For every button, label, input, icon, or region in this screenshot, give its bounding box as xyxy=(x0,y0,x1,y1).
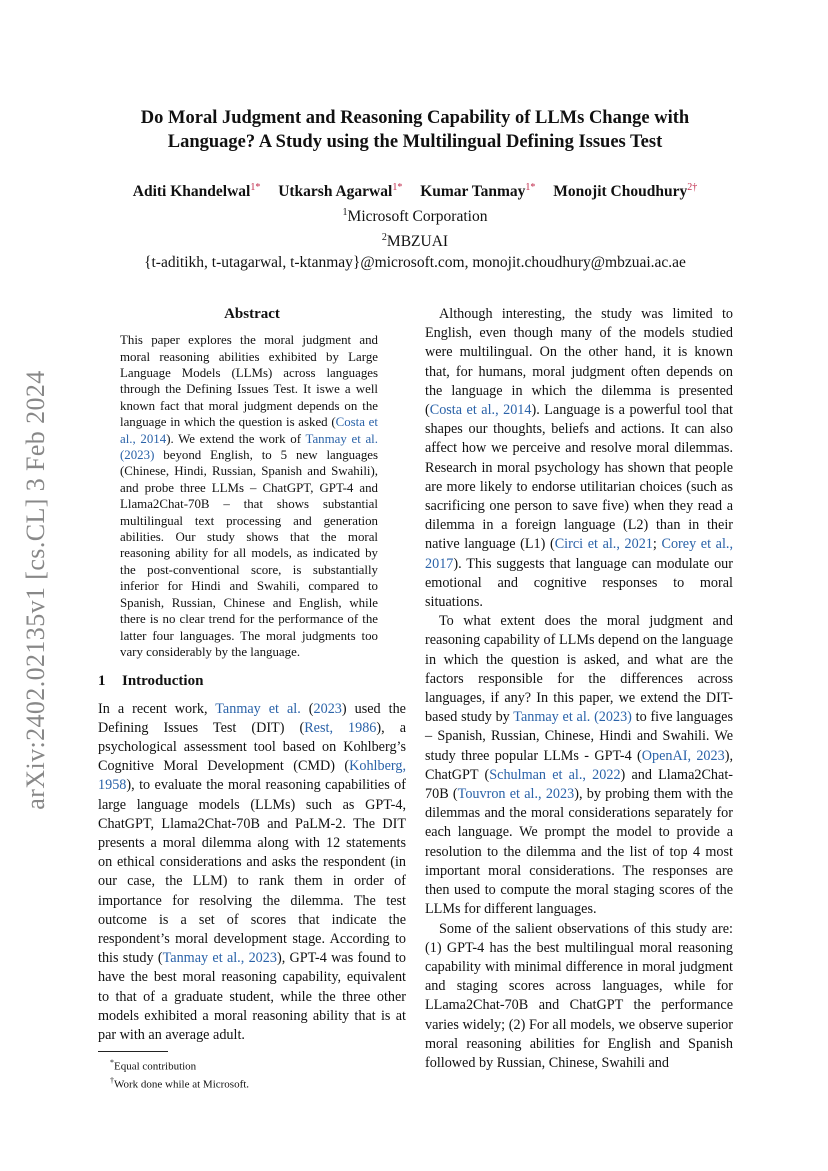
citation-link[interactable]: Costa et al., 2014 xyxy=(120,415,378,446)
section-heading: 1 Introduction xyxy=(98,673,204,690)
author-emails: {t-aditikh, t-utagarwal, t-ktanmay}@microsoft.com, monojit.choudhury@mbzuai.ac.ae xyxy=(144,254,686,272)
abstract-text: This paper explores the moral judgment and moral reasoning abilities exhibited by Large Language Models (LLMs) across languages through the Defining Issues Test. It iswe a well known fact that moral judgment depends on the language in which the question is asked (Costa et al., 2014). We extend the work of Tanmay et al. (2023) beyond English, to 5 new languages (Chinese, Hindi, Russian, Spanish and Swahili), and probe three LLMs – ChatGPT, GPT-4 and Llama2Chat-70B – that shows substantial multilingual text processing and generation abilities. Our study shows that the moral reasoning ability for all models, as indicated by the post-conventional score, is substantially inferior for Hindi and Swahili, compared to Spanish, Russian, Chinese and English, while there is no clear trend for the performance of the latter four languages. The moral judgments too vary considerably by the language. xyxy=(120,333,378,659)
citation-link[interactable]: Circi et al., 2021 xyxy=(554,536,653,553)
citation-link[interactable]: Tanmay et al. (2023) xyxy=(120,431,378,463)
citation-link[interactable]: Costa et al., 2014 xyxy=(429,402,532,419)
arxiv-sidebar xyxy=(14,330,58,850)
citation-link[interactable]: 2023 xyxy=(313,700,342,717)
author-block xyxy=(90,177,740,273)
affiliation: $^1$Microsoft Corporation xyxy=(342,207,488,226)
paragraph: In a recent work, Tanmay et al. (2023) used the Defining Issues Test (DIT) (Rest, 1986), a psychological assessment tool based on Kohlberg’s Cognitive Moral Development (CMD) (Kohlberg, 1958), to evaluate the moral reasoning capabilities of large language models (LLMs) such as GPT-4, ChatGPT, Llama2Chat-70B and PaLM-2. The DIT presents a moral dilemma along with 12 statements on ethical considerations and asks the respondent (in our case, the LLM) to rank them in order of importance for resolving the dilemma. The test outcome is a set of scores that indicate the respondent’s moral development stage. According to this study (Tanmay et al., 2023), GPT-4 was found to have the best moral reasoning capability, equivalent to that of a graduate student, while the three other models exhibited a moral reasoning ability that is at par with an average adult. xyxy=(98,700,406,1043)
footnote: †Work done while at Microsoft. xyxy=(110,1075,250,1091)
citation-link[interactable]: OpenAI, 2023 xyxy=(641,747,725,764)
author-list xyxy=(90,177,740,202)
footnote: *Equal contribution xyxy=(110,1058,197,1073)
paragraph: To what extent does the moral judgment and reasoning capability of LLMs depend on the language in which the question is asked, and what are the factors responsible for the differences across languages, if any? In this paper, we extend the DIT-based study by Tanmay et al. (2023) to five languages – Spanish, Russian, Chinese, Hindi and Swahili. We study three popular LLMs - GPT-4 (OpenAI, 2023), ChatGPT (Schulman et al., 2022) and Llama2Chat-70B (Touvron et al., 2023), by probing them with the dilemmas and the moral considerations separately for each language. We prompt the model to provide a resolution to the dilemma and the list of top 4 most important moral considerations. The responses are then used to compute the moral staging scores of the LLMs for different languages. xyxy=(425,613,733,918)
citation-link[interactable]: Schulman et al., 2022 xyxy=(489,766,621,783)
arxiv-identifier: arXiv:2402.02135v1 [cs.CL] 3 Feb 2024 xyxy=(21,370,50,810)
abstract-heading: Abstract xyxy=(224,306,280,322)
citation-link[interactable]: Tanmay et al. xyxy=(215,700,301,717)
author: Monojit Choudhury$^{2\dagger}$ xyxy=(553,182,698,201)
citation-link[interactable]: Touvron et al., 2023 xyxy=(457,786,575,803)
citation-link[interactable]: Rest, 1986 xyxy=(304,719,377,736)
citation-link[interactable]: Corey et al., 2017 xyxy=(425,536,733,572)
left-column xyxy=(98,305,406,1092)
citation-link[interactable]: Kohlberg, 1958 xyxy=(98,758,406,794)
affiliation: $^2$MBZUAI xyxy=(381,232,449,251)
author: Kumar Tanmay$^{1*}$ xyxy=(420,182,536,201)
paragraph: Although interesting, the study was limited to English, even though many of the models studied were multilingual. On the other hand, it is known that, for humans, moral judgment often depends on the language in which the dilemma is presented (Costa et al., 2014). Language is a powerful tool that shapes our thoughts, beliefs and actions. It can also affect how we perceive and resolve moral dilemmas. Research in moral psychology has shown that people are more likely to endorse utilitarian choices (such as sacrificing one person to save five) when they read a dilemma in a foreign language (L2) than in their native language (L1) (Circi et al., 2021; Corey et al., 2017). This suggests that language can modulate our emotional and cognitive responses to moral situations. xyxy=(425,306,734,611)
right-column xyxy=(425,305,733,1073)
author: Utkarsh Agarwal$^{1*}$ xyxy=(278,182,403,201)
paper-title: Do Moral Judgment and Reasoning Capability of LLMs Change with Language? A Study using the Multilingual Defining Issues Test xyxy=(140,108,690,152)
paragraph: Some of the salient observations of this study are: (1) GPT-4 has the best multilingual moral reasoning capability with minimal difference in moral judgment and staging scores across languages, while for LLama2Chat-70B and ChatGPT the performance varies widely; (2) For all models, we observe superior moral reasoning abilities for English and Spanish followed by Russian, Chinese, Swahili and xyxy=(425,920,733,1071)
citation-link[interactable]: Tanmay et al., 2023 xyxy=(162,950,277,967)
author: Aditi Khandelwal$^{1*}$ xyxy=(132,182,261,201)
footnote-rule xyxy=(98,1051,168,1052)
citation-link[interactable]: Tanmay et al. (2023) xyxy=(513,709,632,726)
